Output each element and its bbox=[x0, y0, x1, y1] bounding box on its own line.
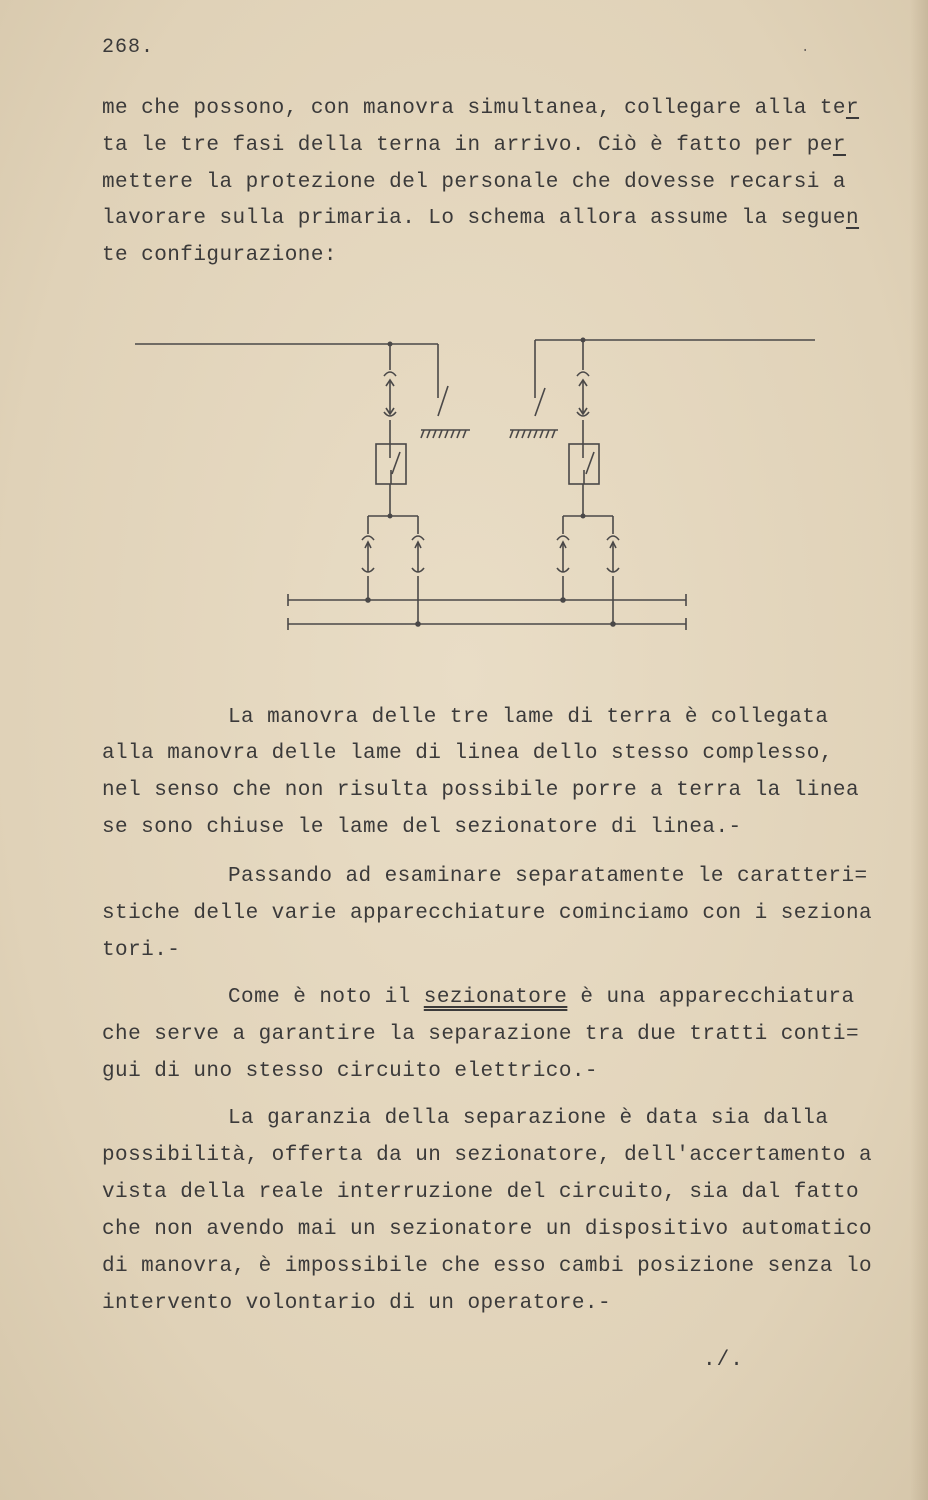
para1-line1: me che possono, con manovra simultanea, collegare alla ter bbox=[102, 97, 860, 120]
para1-line2: ta le tre fasi della terna in arrivo. Ciò è fatto per per bbox=[102, 134, 846, 157]
para1-line5: te configurazione: bbox=[102, 244, 337, 267]
substation-schematic bbox=[0, 320, 928, 650]
para4-line2: che serve a garantire la separazione tra due tratti conti= bbox=[102, 1023, 860, 1046]
para5-line6: intervento volontario di un operatore.- bbox=[102, 1292, 612, 1315]
para5-line5: di manovra, è impossibile che esso cambi posizione senza lo bbox=[102, 1255, 873, 1278]
para4-line1: Come è noto il sezionatore è una apparecchiatura bbox=[228, 986, 855, 1009]
page-number: 268. bbox=[102, 36, 155, 59]
para2-line1: La manovra delle tre lame di terra è collegata bbox=[228, 706, 829, 729]
para5-line3: vista della reale interruzione del circuito, sia dal fatto bbox=[102, 1181, 860, 1204]
para3-line3: tori.- bbox=[102, 939, 181, 962]
term-sezionatore: sezionatore bbox=[423, 986, 568, 1009]
para3-line1: Passando ad esaminare separatamente le caratteri= bbox=[228, 865, 868, 888]
para5-line4: che non avendo mai un sezionatore un dispositivo automatico bbox=[102, 1218, 873, 1241]
para1-line4: lavorare sulla primaria. Lo schema allora assume la seguen bbox=[102, 207, 860, 230]
para1-line3: mettere la protezione del personale che dovesse recarsi a bbox=[102, 171, 846, 194]
corner-mark: . bbox=[801, 40, 810, 56]
para2-line3: nel senso che non risulta possibile porre a terra la linea bbox=[102, 779, 860, 802]
para2-line2: alla manovra delle lame di linea dello stesso complesso, bbox=[102, 742, 833, 765]
para5-line2: possibilità, offerta da un sezionatore, dell'accertamento a bbox=[102, 1144, 873, 1167]
right-line-disconnector-top bbox=[577, 372, 589, 376]
para4-line3: gui di uno stesso circuito elettrico.- bbox=[102, 1060, 598, 1083]
para3-line2: stiche delle varie apparecchiature cominciamo con i seziona bbox=[102, 902, 873, 925]
continuation-mark: ./. bbox=[703, 1349, 744, 1372]
left-earthing-blade bbox=[438, 386, 448, 416]
left-line-disconnector-top bbox=[384, 372, 396, 376]
para2-line4: se sono chiuse le lame del sezionatore di linea.- bbox=[102, 816, 742, 839]
para5-line1: La garanzia della separazione è data sia dalla bbox=[228, 1107, 829, 1130]
right-earthing-blade bbox=[535, 388, 545, 416]
